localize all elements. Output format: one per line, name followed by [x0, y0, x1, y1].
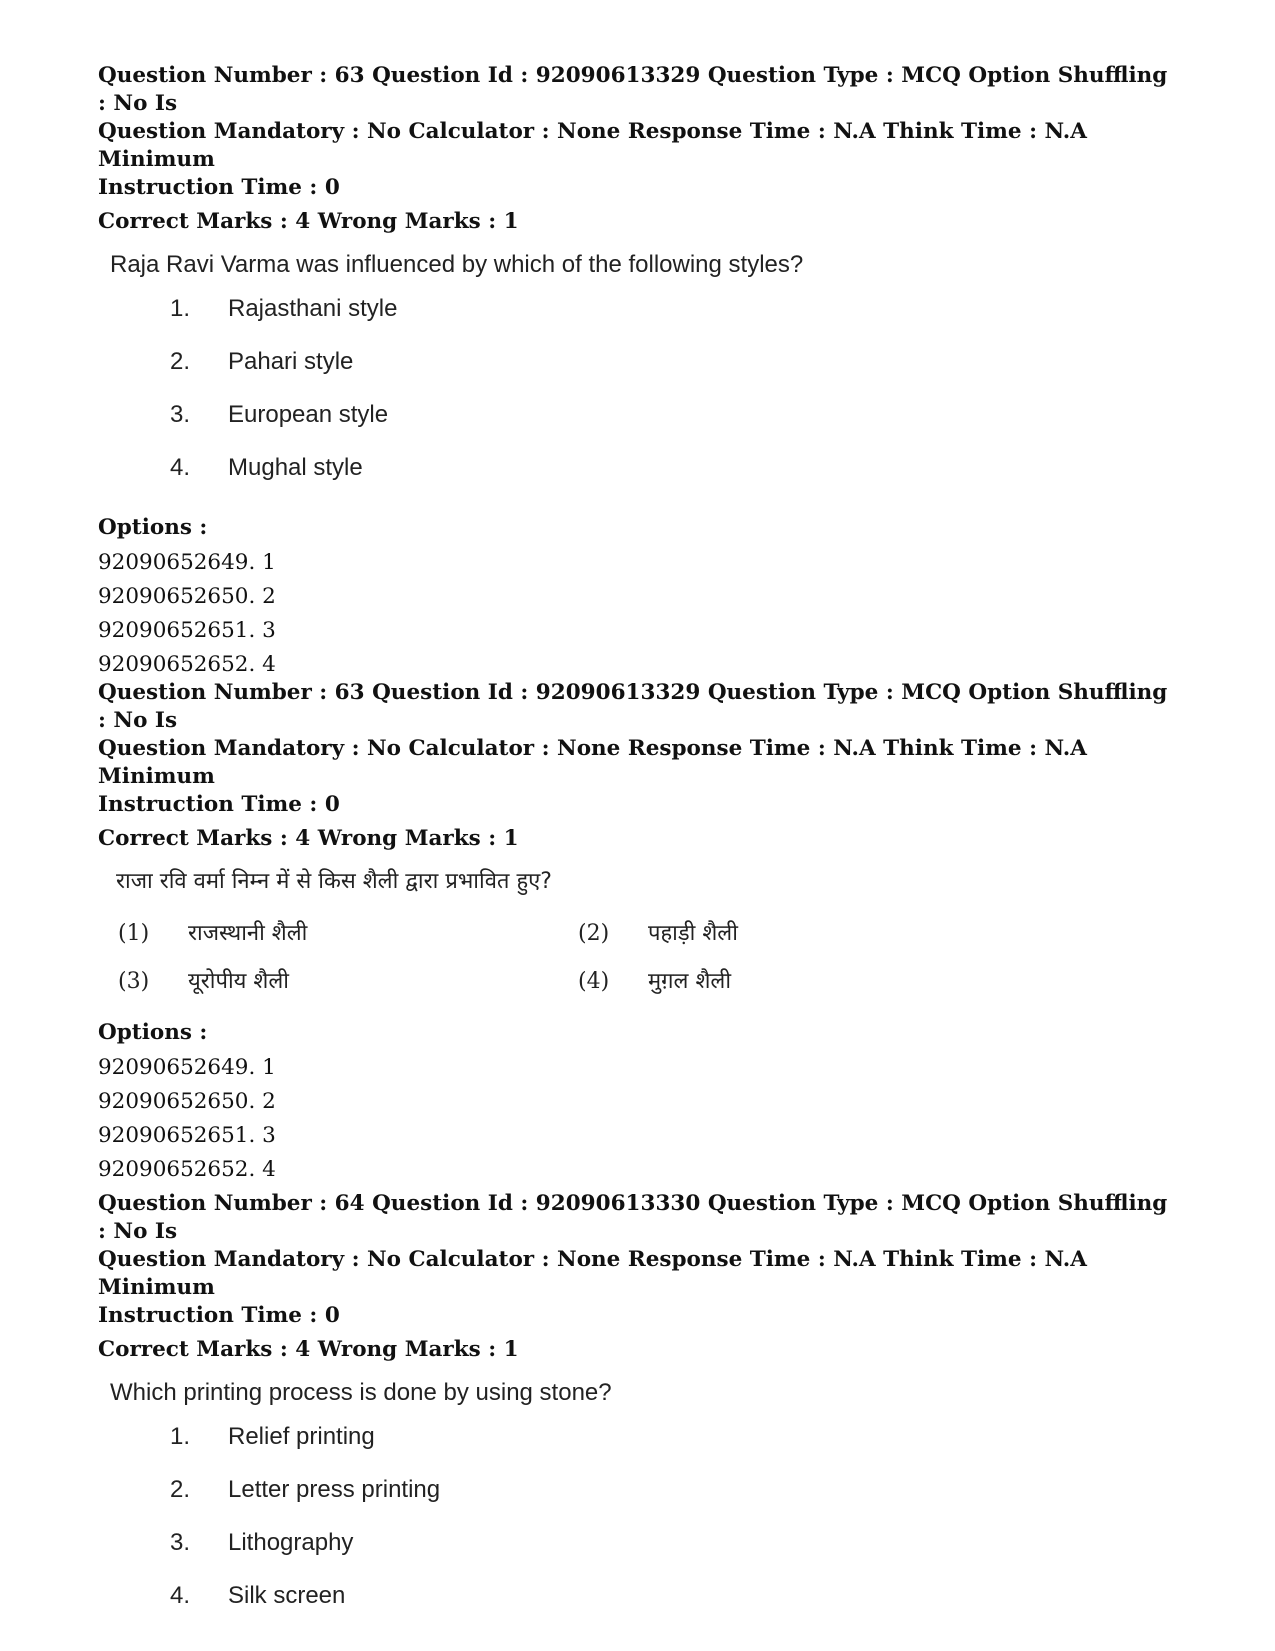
option-text: Silk screen [228, 1582, 346, 1609]
option-text: European style [228, 401, 389, 428]
options-heading: Options : [98, 1020, 208, 1045]
answer-option [118, 967, 578, 997]
option-text: Lithography [228, 1529, 354, 1556]
option-id: 92090652649. 1 [98, 1055, 276, 1080]
option-text: Rajasthani style [228, 295, 398, 322]
option-number: (3) [118, 969, 150, 994]
option-number: (2) [578, 921, 610, 946]
marks-line: Correct Marks : 4 Wrong Marks : 1 [98, 826, 519, 851]
option-text: राजस्थानी शैली [188, 921, 308, 946]
answer-option [578, 967, 1038, 997]
option-text: Letter press printing [228, 1476, 441, 1503]
option-number: 2. [170, 1476, 191, 1503]
meta-line: Question Mandatory : No Calculator : None Response Time : N.A Think Time : N.A Minimum [98, 1247, 1087, 1300]
meta-line: Instruction Time : 0 [98, 1303, 340, 1328]
option-text: यूरोपीय शैली [188, 969, 289, 994]
question-meta [98, 1190, 1178, 1330]
answer-option [170, 294, 1178, 347]
meta-line: Question Number : 64 Question Id : 92090613330 Question Type : MCQ Option Shuffling : No Is [98, 1191, 1168, 1244]
option-id: 92090652650. 2 [98, 1089, 276, 1114]
option-number: 1. [170, 295, 191, 322]
option-text: पहाड़ी शैली [648, 921, 738, 946]
question-stem: राजा रवि वर्मा निम्न में से किस शैली द्वारा प्रभावित हुए? [116, 869, 552, 894]
answer-option [170, 1528, 1178, 1581]
answer-options [118, 919, 1178, 997]
answer-option [170, 1475, 1178, 1528]
option-number: (1) [118, 921, 150, 946]
question-block [98, 1190, 1178, 1634]
option-text: Pahari style [228, 348, 354, 375]
option-number: 4. [170, 1582, 191, 1609]
option-text: मुग़ल शैली [648, 969, 732, 994]
option-id-list [98, 546, 1178, 682]
answer-option [170, 1581, 1178, 1634]
meta-line: Question Mandatory : No Calculator : None Response Time : N.A Think Time : N.A Minimum [98, 119, 1087, 172]
option-number: 3. [170, 401, 191, 428]
option-number: 4. [170, 454, 191, 481]
question-meta [98, 679, 1178, 819]
option-id: 92090652651. 3 [98, 1123, 276, 1148]
meta-line: Question Mandatory : No Calculator : None Response Time : N.A Think Time : N.A Minimum [98, 736, 1087, 789]
option-number: 2. [170, 348, 191, 375]
answer-option [170, 1422, 1178, 1475]
option-id: 92090652650. 2 [98, 584, 276, 609]
option-id: 92090652652. 4 [98, 1157, 276, 1182]
answer-options [98, 1422, 1178, 1634]
meta-line: Instruction Time : 0 [98, 175, 340, 200]
option-id: 92090652651. 3 [98, 618, 276, 643]
option-number: 3. [170, 1529, 191, 1556]
meta-line: Instruction Time : 0 [98, 792, 340, 817]
option-text: Relief printing [228, 1423, 375, 1450]
answer-option [170, 453, 1178, 506]
option-id: 92090652649. 1 [98, 550, 276, 575]
answer-option [578, 919, 1038, 949]
option-number: 1. [170, 1423, 191, 1450]
option-text: Mughal style [228, 454, 363, 481]
meta-line: Question Number : 63 Question Id : 92090613329 Question Type : MCQ Option Shuffling : No Is [98, 63, 1168, 116]
marks-line: Correct Marks : 4 Wrong Marks : 1 [98, 1337, 519, 1362]
answer-option [118, 919, 578, 949]
question-meta [98, 62, 1178, 202]
answer-option [170, 347, 1178, 400]
options-heading: Options : [98, 515, 208, 540]
question-stem: Raja Ravi Varma was influenced by which of the following styles? [110, 251, 804, 278]
answer-options [98, 294, 1178, 506]
answer-option [170, 400, 1178, 453]
question-block [98, 679, 1178, 1187]
meta-line: Question Number : 63 Question Id : 92090613329 Question Type : MCQ Option Shuffling : No Is [98, 680, 1168, 733]
option-id-list [98, 1051, 1178, 1187]
question-block [98, 62, 1178, 682]
question-stem: Which printing process is done by using stone? [110, 1379, 612, 1406]
option-number: (4) [578, 969, 610, 994]
option-id: 92090652652. 4 [98, 652, 276, 677]
marks-line: Correct Marks : 4 Wrong Marks : 1 [98, 209, 519, 234]
